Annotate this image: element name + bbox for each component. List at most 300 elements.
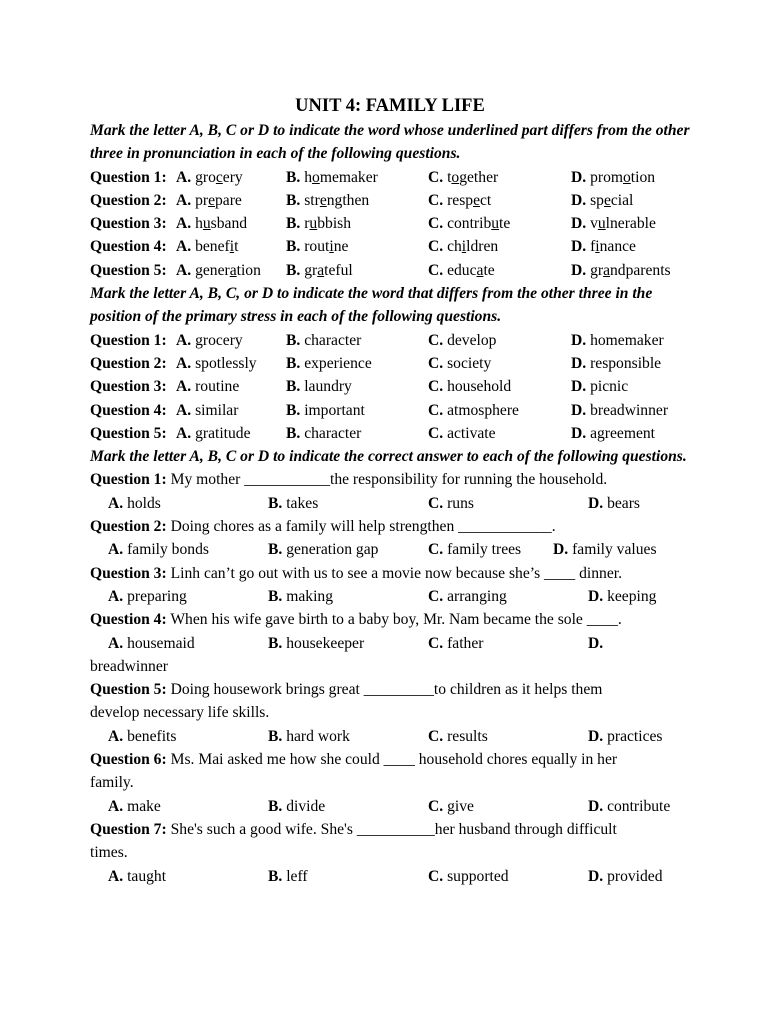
option-text: gratitude <box>195 424 251 442</box>
option-letter: A. <box>108 494 124 512</box>
answer-option <box>286 259 353 282</box>
option-text: prom <box>590 168 623 186</box>
option-text: give <box>447 797 474 815</box>
option-text: memaker <box>319 168 378 186</box>
option-text: pr <box>195 191 209 209</box>
option-text: making <box>286 587 333 605</box>
option-text: benefits <box>127 727 177 745</box>
question-row <box>90 189 690 212</box>
underlined-part: o <box>451 168 460 186</box>
question-row <box>90 352 690 375</box>
question-stem <box>90 748 690 771</box>
section2-instruction: Mark the letter A, B, C, or D to indicate the word that differs from the other three in the position of the primary stress in each of the following questions. <box>90 285 653 326</box>
question-row <box>90 422 690 445</box>
option-letter: D. <box>571 238 587 256</box>
answer-option <box>108 865 166 888</box>
option-text: ne <box>333 238 349 256</box>
question-row <box>90 399 690 422</box>
answer-option <box>286 352 372 375</box>
option-text: spotlessly <box>195 354 257 372</box>
answer-option <box>286 375 352 398</box>
option-letter: B. <box>286 168 301 186</box>
option-letter: B. <box>268 727 283 745</box>
question-label: Question 2: <box>90 518 167 536</box>
underlined-part: e <box>208 191 215 209</box>
answer-option <box>553 538 657 561</box>
option-letter: A. <box>108 541 124 559</box>
question-label: Question 7: <box>90 820 167 838</box>
answer-option <box>286 166 378 189</box>
option-text: father <box>447 634 484 652</box>
question-label: Question 5: <box>90 261 167 279</box>
page-title: UNIT 4: FAMILY LIFE <box>295 96 485 116</box>
section3-instruction: Mark the letter A, B, C or D to indicate the correct answer to each of the following questions. <box>90 448 687 466</box>
option-letter: A. <box>176 401 192 419</box>
option-letter: D. <box>571 354 587 372</box>
option-text: provided <box>607 867 663 885</box>
option-text: lnerable <box>605 215 656 233</box>
option-letter: C. <box>428 238 444 256</box>
option-text: holds <box>127 494 161 512</box>
answer-option <box>428 212 510 235</box>
question-stem <box>90 608 690 631</box>
answer-option <box>108 585 187 608</box>
option-letter: A. <box>176 168 192 186</box>
underlined-part: i <box>229 238 235 256</box>
option-text: bears <box>607 494 640 512</box>
option-letter: A. <box>176 238 192 256</box>
option-text: supported <box>447 867 509 885</box>
underlined-part: a <box>603 261 610 279</box>
question-row <box>90 212 690 235</box>
option-letter: D. <box>588 867 604 885</box>
option-letter: C. <box>428 378 444 396</box>
option-letter: A. <box>108 797 124 815</box>
option-letter: A. <box>176 331 192 349</box>
option-text: agreement <box>590 424 656 442</box>
question-text: When his wife gave birth to a baby boy, Mr. Nam became the sole ____. <box>170 611 622 629</box>
answer-option <box>268 492 318 515</box>
option-letter: A. <box>108 727 124 745</box>
option-text: practices <box>607 727 663 745</box>
option-text: bbish <box>317 215 352 233</box>
option-letter: B. <box>286 354 301 372</box>
option-letter: D. <box>571 215 587 233</box>
option-text: ngthen <box>326 191 370 209</box>
option-text: divide <box>286 797 326 815</box>
answer-option <box>176 352 257 375</box>
question-text: Doing housework brings great _________to children as it helps them <box>170 681 603 699</box>
answer-option <box>571 329 664 352</box>
option-text: resp <box>447 191 474 209</box>
option-text: f <box>590 238 596 256</box>
question-label: Question 1: <box>90 471 167 489</box>
options-row <box>90 585 690 608</box>
answer-option <box>428 492 474 515</box>
answer-option <box>268 795 325 818</box>
option-text: tion <box>236 261 261 279</box>
option-text: breadwinner <box>590 401 669 419</box>
answer-option <box>571 259 671 282</box>
option-letter: C. <box>428 331 444 349</box>
option-letter: B. <box>286 238 301 256</box>
option-letter: A. <box>176 378 192 396</box>
question-text-continued: times. <box>90 844 128 862</box>
question-label: Question 1: <box>90 331 167 349</box>
answer-option <box>428 375 511 398</box>
option-text: generation gap <box>286 541 379 559</box>
answer-option <box>588 865 663 888</box>
option-letter: B. <box>268 541 283 559</box>
answer-option <box>176 422 251 445</box>
question-label: Question 2: <box>90 191 167 209</box>
options-row <box>90 865 690 888</box>
answer-option <box>428 422 496 445</box>
answer-option <box>428 865 509 888</box>
answer-option <box>571 422 655 445</box>
answer-option <box>176 235 238 258</box>
option-text: takes <box>286 494 319 512</box>
option-letter: D. <box>588 494 604 512</box>
option-letter: D. <box>571 191 587 209</box>
option-text: household <box>447 378 512 396</box>
answer-option <box>176 259 261 282</box>
option-text: gener <box>195 261 230 279</box>
question-text: She's such a good wife. She's __________her husband through difficult <box>170 820 617 838</box>
options-row <box>90 538 690 561</box>
option-text: activate <box>447 424 496 442</box>
option-text: contrib <box>447 215 492 233</box>
underlined-part: e <box>473 191 480 209</box>
option-letter: A. <box>176 261 192 279</box>
answer-option <box>571 212 656 235</box>
option-text: family bonds <box>127 541 209 559</box>
question-label: Question 5: <box>90 424 167 442</box>
section3-questions <box>90 468 690 887</box>
option-text: teful <box>324 261 353 279</box>
answer-option <box>176 212 247 235</box>
option-letter: D. <box>588 797 604 815</box>
answer-option <box>588 632 603 655</box>
option-text: responsible <box>590 354 662 372</box>
option-letter: C. <box>428 215 444 233</box>
option-letter: B. <box>286 378 301 396</box>
underlined-part: a <box>476 261 484 279</box>
answer-option <box>428 189 491 212</box>
option-letter: A. <box>176 354 192 372</box>
answer-option <box>588 725 663 748</box>
options-row <box>90 492 690 515</box>
option-letter: D. <box>571 331 587 349</box>
option-letter: C. <box>428 634 444 652</box>
answer-option <box>428 352 491 375</box>
option-text-wrapped: breadwinner <box>90 657 168 675</box>
option-text: make <box>127 797 161 815</box>
option-letter: B. <box>268 634 283 652</box>
answer-option <box>268 865 308 888</box>
option-letter: A. <box>108 587 124 605</box>
option-letter: C. <box>428 727 444 745</box>
underlined-part: e <box>603 191 611 209</box>
option-text: str <box>304 191 320 209</box>
option-letter: B. <box>286 331 301 349</box>
answer-option <box>428 725 488 748</box>
option-letter: B. <box>268 797 283 815</box>
question-text: Ms. Mai asked me how she could ____ household chores equally in her <box>170 751 618 769</box>
question-text-continued: family. <box>90 774 134 792</box>
option-text: routine <box>195 378 240 396</box>
answer-option <box>176 375 239 398</box>
option-text: t <box>234 238 239 256</box>
answer-option <box>428 632 483 655</box>
answer-option <box>108 632 195 655</box>
option-text: taught <box>127 867 167 885</box>
answer-option <box>428 329 496 352</box>
answer-option <box>588 492 640 515</box>
underlined-part: u <box>491 215 500 233</box>
option-letter: D. <box>571 378 587 396</box>
options-row <box>90 632 690 655</box>
answer-option <box>108 795 161 818</box>
option-letter: B. <box>286 401 301 419</box>
answer-option <box>268 585 333 608</box>
option-text: housekeeper <box>286 634 365 652</box>
underlined-part: a <box>317 261 325 279</box>
answer-option <box>108 492 161 515</box>
answer-option <box>286 189 369 212</box>
answer-option <box>588 585 656 608</box>
option-letter: D. <box>571 424 587 442</box>
question-label: Question 4: <box>90 238 167 256</box>
option-text: ery <box>222 168 243 186</box>
option-letter: A. <box>176 424 192 442</box>
options-row <box>90 795 690 818</box>
option-text: hard work <box>286 727 350 745</box>
option-text: arranging <box>447 587 507 605</box>
question-label: Question 4: <box>90 611 167 629</box>
option-text: atmosphere <box>447 401 519 419</box>
question-row <box>90 166 690 189</box>
question-row <box>90 235 690 258</box>
question-label: Question 3: <box>90 215 167 233</box>
question-stem <box>90 562 690 585</box>
option-text: family trees <box>447 541 522 559</box>
option-letter: C. <box>428 541 444 559</box>
underlined-part: o <box>623 168 631 186</box>
answer-option <box>268 538 378 561</box>
question-stem <box>90 468 690 491</box>
option-text: character <box>304 424 362 442</box>
option-text: t <box>447 168 452 186</box>
option-text: important <box>304 401 365 419</box>
answer-option <box>286 235 348 258</box>
question-label: Question 3: <box>90 564 167 582</box>
question-row <box>90 375 690 398</box>
option-text: contribute <box>607 797 671 815</box>
question-row <box>90 329 690 352</box>
question-row <box>90 259 690 282</box>
section1-questions <box>90 166 690 282</box>
option-text: ct <box>479 191 492 209</box>
option-text: grocery <box>195 331 243 349</box>
option-text: experience <box>304 354 372 372</box>
option-letter: C. <box>428 168 444 186</box>
question-label: Question 6: <box>90 751 167 769</box>
option-text: gr <box>304 261 318 279</box>
answer-option <box>176 329 243 352</box>
option-letter: C. <box>428 191 444 209</box>
option-letter: C. <box>428 401 444 419</box>
question-stem <box>90 818 690 841</box>
answer-option <box>428 585 507 608</box>
option-text: preparing <box>127 587 187 605</box>
option-letter: D. <box>571 168 587 186</box>
option-text: society <box>447 354 492 372</box>
option-letter: C. <box>428 354 444 372</box>
option-letter: B. <box>286 191 301 209</box>
option-letter: C. <box>428 261 444 279</box>
option-letter: D. <box>553 541 569 559</box>
option-letter: D. <box>588 727 604 745</box>
option-text: tion <box>630 168 656 186</box>
option-letter: B. <box>286 215 301 233</box>
answer-option <box>428 795 474 818</box>
answer-option <box>571 235 636 258</box>
option-text: family values <box>572 541 657 559</box>
option-letter: B. <box>286 261 301 279</box>
underlined-part: e <box>319 191 327 209</box>
option-text: nance <box>599 238 636 256</box>
option-text: picnic <box>590 378 629 396</box>
option-text: results <box>447 727 488 745</box>
question-label: Question 3: <box>90 378 167 396</box>
answer-option <box>571 399 668 422</box>
option-letter: A. <box>108 867 124 885</box>
option-text: te <box>483 261 495 279</box>
question-stem <box>90 678 690 701</box>
underlined-part: u <box>597 215 606 233</box>
underlined-part: a <box>229 261 237 279</box>
answer-option <box>428 259 495 282</box>
option-letter: C. <box>428 797 444 815</box>
question-text: Linh can’t go out with us to see a movie now because she’s ____ dinner. <box>170 564 623 582</box>
option-text: gether <box>459 168 499 186</box>
answer-option <box>588 795 670 818</box>
option-text: gro <box>195 168 216 186</box>
underlined-part: i <box>329 238 334 256</box>
answer-option <box>176 399 238 422</box>
question-text: Doing chores as a family will help strengthen ____________. <box>170 518 556 536</box>
answer-option <box>571 375 628 398</box>
option-text: sband <box>210 215 248 233</box>
options-row <box>90 725 690 748</box>
option-text: develop <box>447 331 497 349</box>
option-text: educ <box>447 261 477 279</box>
option-text: v <box>590 215 598 233</box>
answer-option <box>428 166 498 189</box>
answer-option <box>286 212 351 235</box>
option-letter: A. <box>176 191 192 209</box>
underlined-part: o <box>312 168 320 186</box>
underlined-part: c <box>215 168 223 186</box>
underlined-part: u <box>309 215 318 233</box>
option-text: sp <box>590 191 604 209</box>
underlined-part: u <box>202 215 211 233</box>
option-text: r <box>304 215 310 233</box>
question-text: My mother ___________the responsibility for running the household. <box>170 471 608 489</box>
answer-option <box>108 725 176 748</box>
option-text: housemaid <box>127 634 195 652</box>
option-text: cial <box>610 191 634 209</box>
question-label: Question 5: <box>90 681 167 699</box>
option-text: h <box>195 215 203 233</box>
question-label: Question 1: <box>90 168 167 186</box>
question-label: Question 4: <box>90 401 167 419</box>
option-letter: C. <box>428 494 444 512</box>
option-text: runs <box>447 494 474 512</box>
answer-option <box>108 538 209 561</box>
question-label: Question 2: <box>90 354 167 372</box>
answer-option <box>176 166 243 189</box>
option-letter: D. <box>588 634 604 652</box>
underlined-part: i <box>461 238 467 256</box>
option-letter: D. <box>571 261 587 279</box>
section1-instruction: Mark the letter A, B, C or D to indicate the word whose underlined part differs from the other three in pronunciation in each of the following questions. <box>90 122 690 163</box>
section2-questions <box>90 329 690 445</box>
option-letter: C. <box>428 867 444 885</box>
option-letter: D. <box>588 587 604 605</box>
option-letter: A. <box>176 215 192 233</box>
answer-option <box>286 329 361 352</box>
answer-option <box>286 422 361 445</box>
option-text: benef <box>195 238 230 256</box>
answer-option <box>571 166 655 189</box>
option-text: keeping <box>607 587 657 605</box>
option-text: leff <box>286 867 308 885</box>
option-text: ndparents <box>610 261 671 279</box>
option-text: h <box>304 168 313 186</box>
answer-option <box>268 725 350 748</box>
option-letter: D. <box>571 401 587 419</box>
option-text: similar <box>195 401 239 419</box>
option-text: character <box>304 331 362 349</box>
answer-option <box>571 352 661 375</box>
option-letter: A. <box>108 634 124 652</box>
worksheet-page <box>90 94 690 888</box>
option-text: gr <box>590 261 604 279</box>
option-text: ch <box>447 238 462 256</box>
option-letter: B. <box>268 587 283 605</box>
option-text: pare <box>215 191 242 209</box>
answer-option <box>286 399 365 422</box>
option-text: te <box>499 215 511 233</box>
answer-option <box>176 189 242 212</box>
option-text: rout <box>304 238 330 256</box>
option-letter: C. <box>428 424 444 442</box>
answer-option <box>571 189 633 212</box>
option-letter: B. <box>268 494 283 512</box>
answer-option <box>268 632 364 655</box>
answer-option <box>428 538 521 561</box>
answer-option <box>428 235 498 258</box>
option-letter: C. <box>428 587 444 605</box>
option-text: laundry <box>304 378 352 396</box>
option-text: ldren <box>466 238 499 256</box>
option-letter: B. <box>268 867 283 885</box>
option-text: homemaker <box>590 331 664 349</box>
question-stem <box>90 515 690 538</box>
option-letter: B. <box>286 424 301 442</box>
